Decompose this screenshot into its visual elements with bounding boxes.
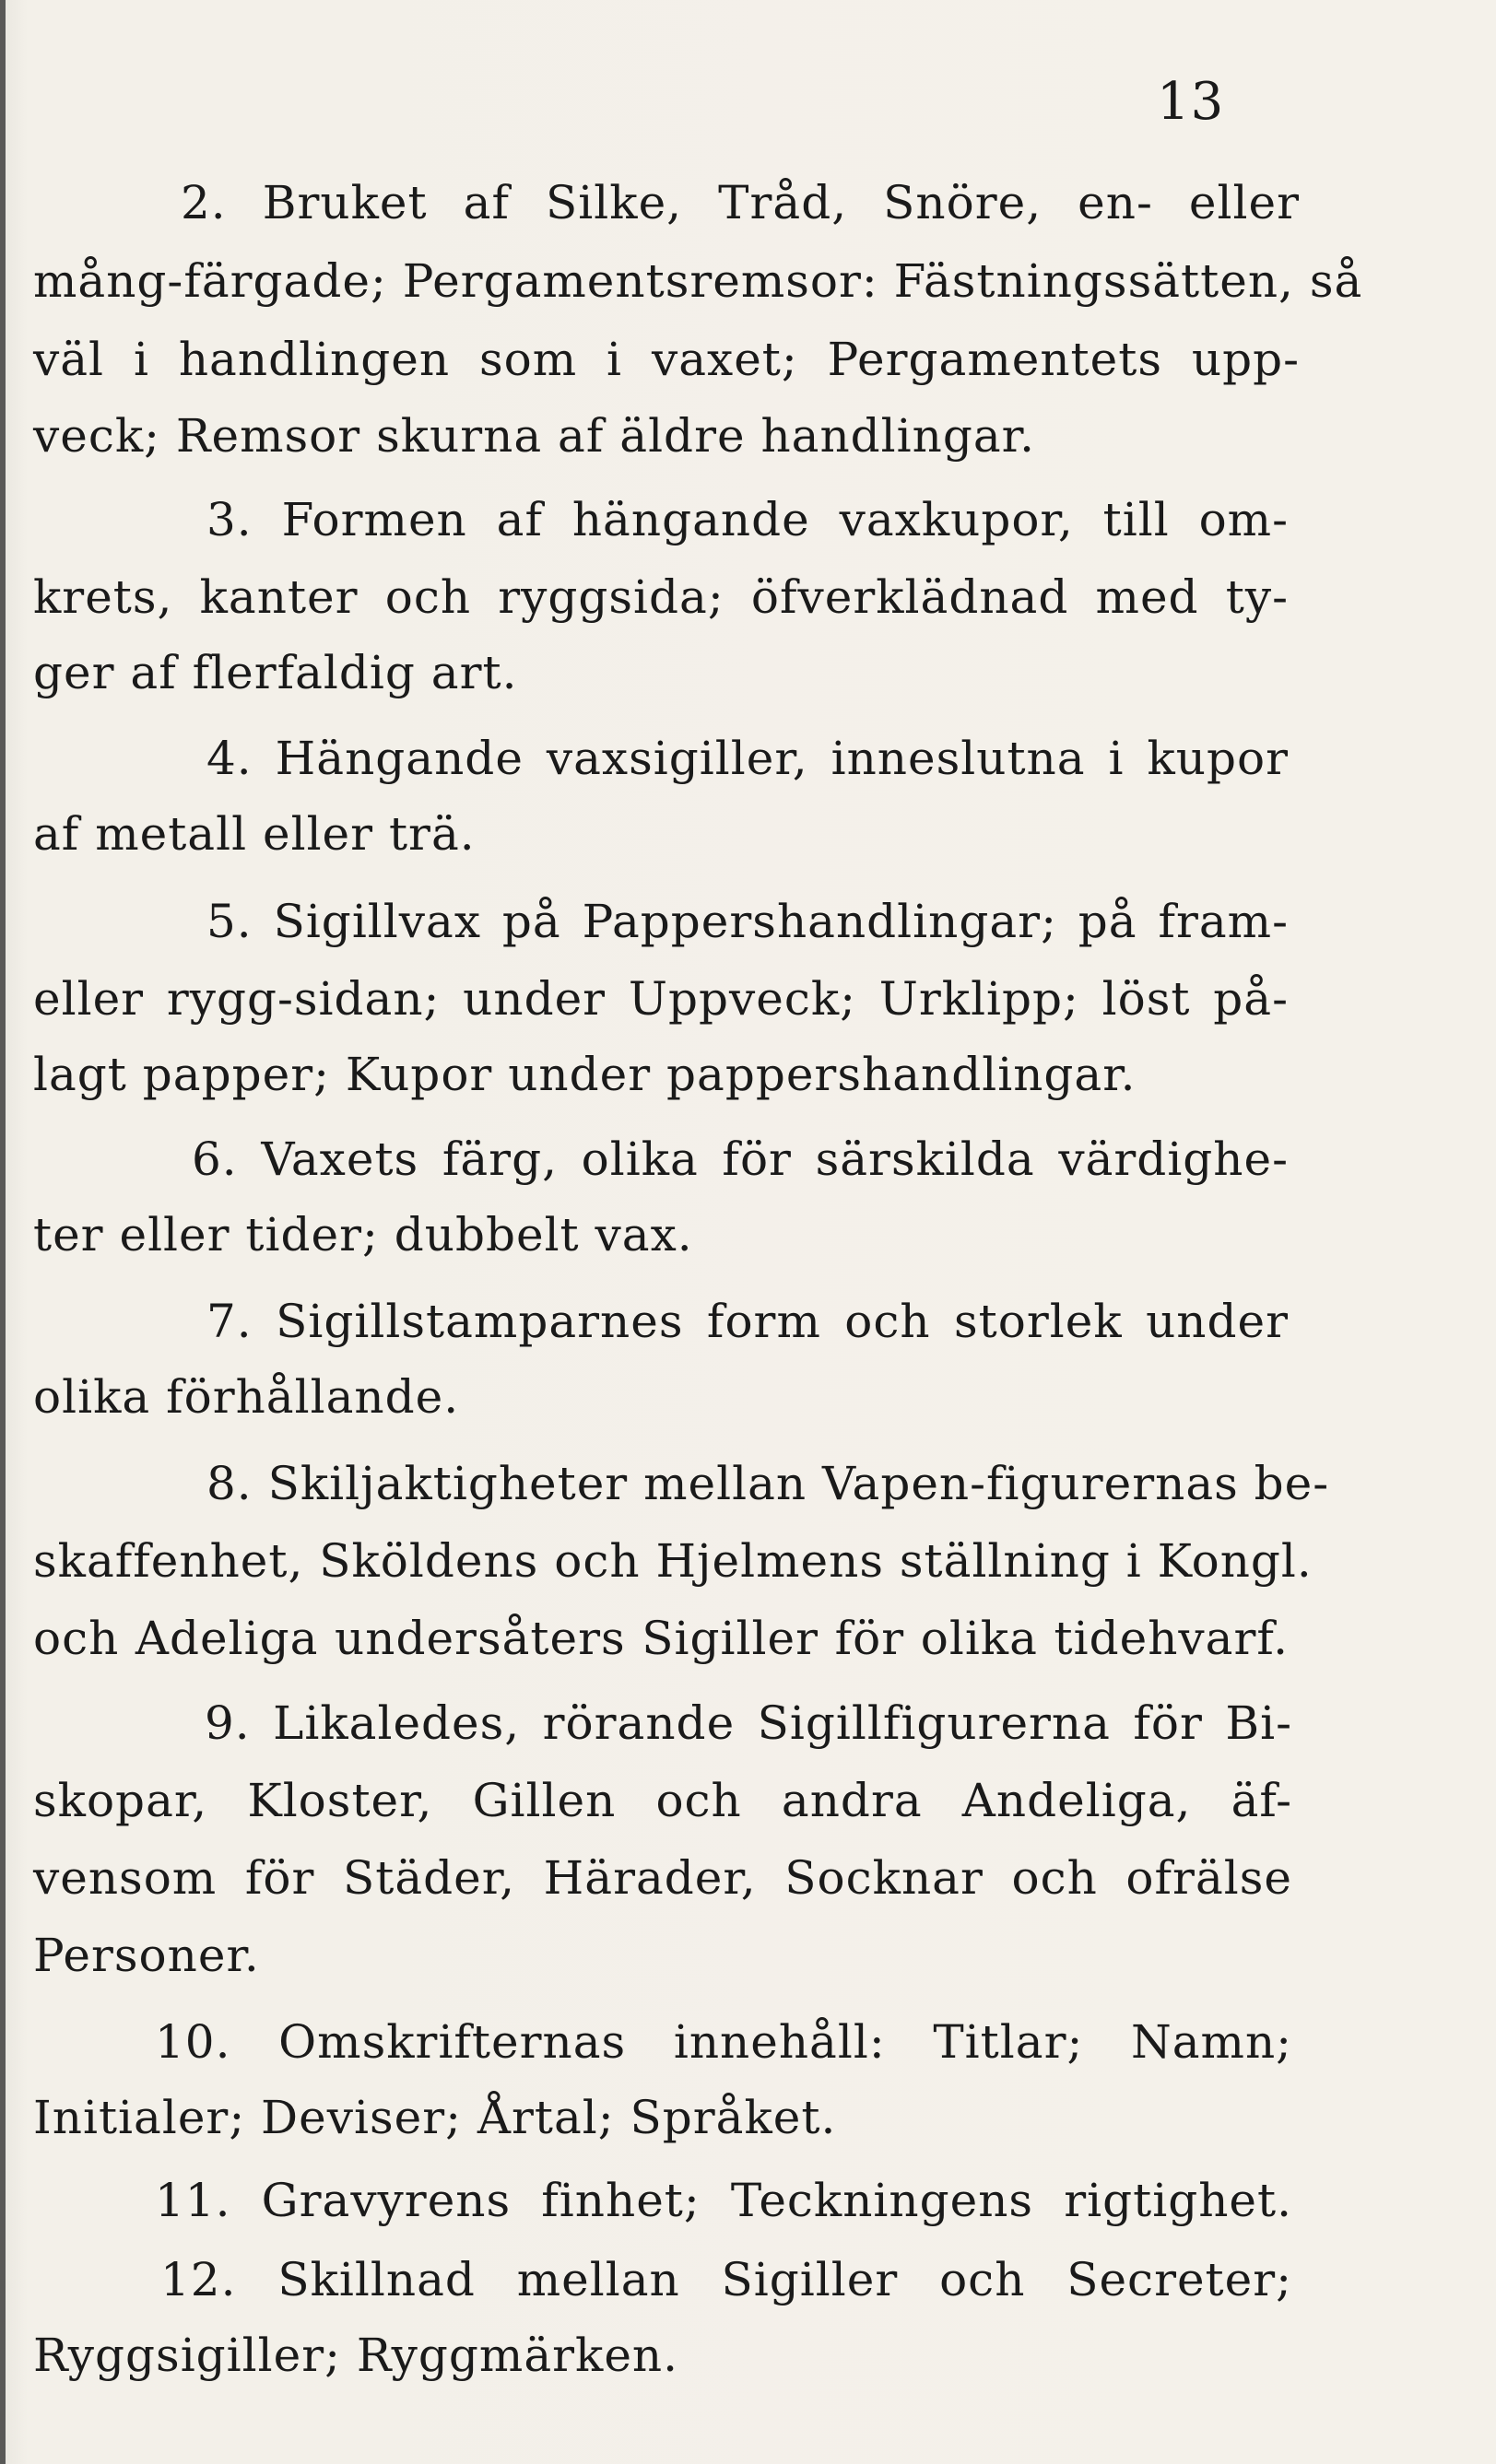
text-line: 11. Gravyrens finhet; Teckningens rigtighet. [155, 2174, 1292, 2227]
text-line: veck; Remsor skurna af äldre handlingar. [33, 409, 1035, 463]
text-line: väl i handlingen som i vaxet; Pergamentets upp- [33, 333, 1300, 386]
text-line: lagt papper; Kupor under pappershandlingar. [33, 1048, 1137, 1101]
text-line: 12. Skillnad mellan Sigiller och Secreter; [160, 2253, 1292, 2306]
text-line: ter eller tider; dubbelt vax. [33, 1208, 693, 1261]
text-line: 2. Bruket af Silke, Tråd, Snöre, en- eller [181, 176, 1300, 229]
text-line: Personer. [33, 1929, 260, 1982]
text-line: 4. Hängande vaxsigiller, inneslutna i kupor [206, 732, 1289, 785]
page-edge-shadow [0, 0, 6, 2464]
text-line: 6. Vaxets färg, olika för särskilda värdighe- [192, 1132, 1289, 1186]
text-line: 3. Formen af hängande vaxkupor, till om- [206, 493, 1289, 546]
text-line: 5. Sigillvax på Pappershandlingar; på fram- [206, 895, 1289, 948]
text-line: 9. Likaledes, rörande Sigillfigurerna för Bi- [205, 1696, 1292, 1750]
text-line: olika förhållande. [33, 1370, 460, 1424]
text-line: vensom för Städer, Härader, Socknar och ofrälse [33, 1851, 1292, 1905]
text-line: 10. Omskrifternas innehåll: Titlar; Namn; [155, 2015, 1292, 2069]
text-line: eller rygg-sidan; under Uppveck; Urklipp; löst på- [33, 972, 1289, 1026]
text-line: ger af flerfaldig art. [33, 646, 518, 699]
text-line: skaffenhet, Sköldens och Hjelmens ställning i Kongl. [33, 1534, 1313, 1588]
text-line: Ryggsigiller; Ryggmärken. [33, 2329, 679, 2382]
page-number: 13 [1157, 72, 1225, 132]
text-line: och Adeliga undersåters Sigiller för olika tidehvarf. [33, 1612, 1289, 1665]
text-line: 8. Skiljaktigheter mellan Vapen-figurernas be- [206, 1457, 1330, 1510]
text-line: skopar, Kloster, Gillen och andra Andeliga, äf- [33, 1774, 1292, 1827]
text-line: mång-färgade; Pergamentsremsor: Fästningssätten, så [33, 254, 1363, 308]
text-line: af metall eller trä. [33, 807, 476, 861]
text-line: 7. Sigillstamparnes form och storlek under [206, 1295, 1289, 1348]
text-line: krets, kanter och ryggsida; öfverklädnad med ty- [33, 570, 1289, 624]
text-line: Initialer; Deviser; Årtal; Språket. [33, 2091, 837, 2144]
